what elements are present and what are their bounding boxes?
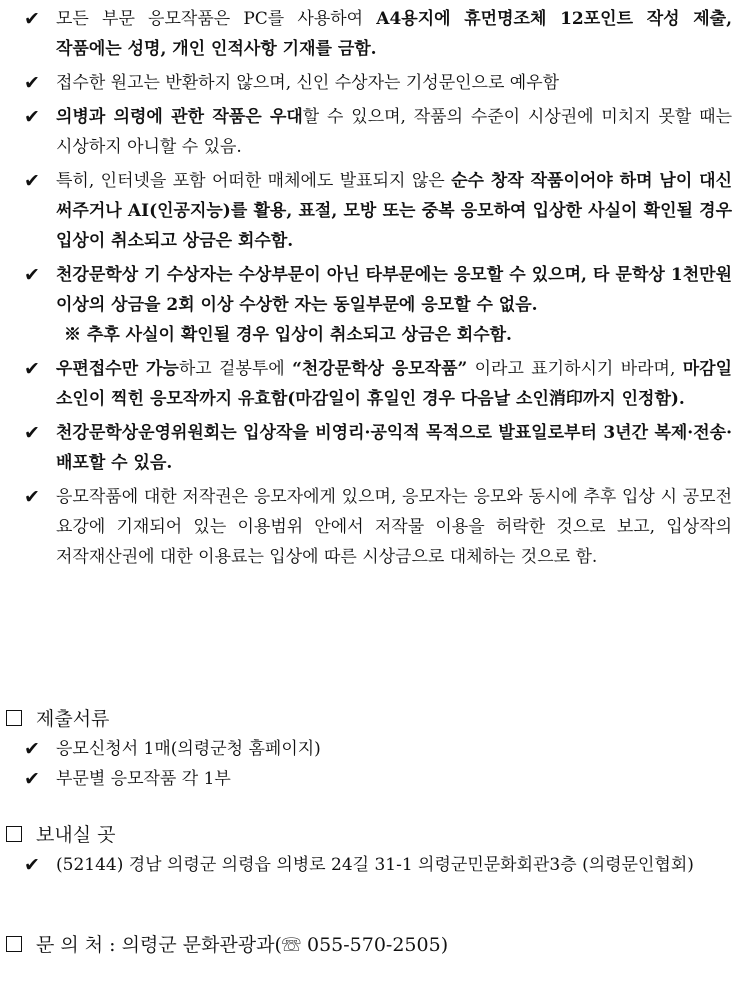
check-icon: ✔ [24, 486, 40, 508]
check-icon: ✔ [24, 170, 40, 192]
rule-text: “천강문학상 응모작품” [292, 359, 468, 379]
checkbox-icon [6, 826, 22, 842]
rule-text: 모든 부문 응모작품은 PC를 사용하여 [56, 9, 377, 29]
check-icon: ✔ [24, 768, 40, 790]
section-contact [6, 930, 732, 960]
section-title [6, 820, 732, 850]
list-item [6, 764, 732, 794]
rule-item [18, 354, 732, 414]
check-icon: ✔ [24, 72, 40, 94]
rule-text: 특히, 인터넷을 포함 어떠한 매체에도 발표되지 않은 [56, 171, 452, 191]
rule-text: 할 수 있으며, 작품의 수준이 시상권에 미치지 못할 때는 시상하지 아니할 수 있음. [56, 107, 732, 157]
phone-icon: ☏ [281, 934, 301, 956]
section-title [6, 930, 732, 960]
check-icon: ✔ [24, 358, 40, 380]
checkbox-icon [6, 710, 22, 726]
documents-item-2: 부문별 응모작품 각 1부 [56, 769, 231, 789]
check-icon: ✔ [24, 8, 40, 30]
check-icon: ✔ [24, 106, 40, 128]
rule-text: 순수 창작 작품이어야 하며 남이 대신 써주거나 AI(인공지능)를 활용, 표절, 모방 또는 중복 응모하여 입상한 사실이 확인될 경우 입상이 취소되고 상금은 회수함. [56, 171, 733, 251]
check-icon: ✔ [24, 854, 40, 876]
rule-text: 천강문학상 기 수상자는 수상부문이 아닌 타부문에는 응모할 수 있으며, 타 문학상 1천만원 이상의 상금을 2회 이상 수상한 자는 동일부문에 응모할 수 없음. [56, 265, 732, 315]
rule-text: 의병과 의령에 관한 작품은 우대 [56, 107, 303, 127]
rule-text: 천강문학상운영위원회는 입상작을 비영리·공익적 목적으로 발표일로부터 3년간 복제·전송·배포할 수 있음. [56, 423, 732, 473]
rule-text: 이라고 표기하시기 바라며, [467, 359, 683, 379]
rule-item [18, 4, 732, 64]
check-icon: ✔ [24, 422, 40, 444]
list-item [6, 734, 732, 764]
contact-phone: 055-570-2505) [300, 934, 449, 956]
section-send-to [6, 820, 732, 880]
section-title [6, 704, 732, 734]
check-icon: ✔ [24, 738, 40, 760]
rule-text: 작성 제출, 작품에는 성명, 개인 인적사항 기재를 금함. [56, 9, 733, 59]
section-documents [6, 704, 732, 794]
check-icon: ✔ [24, 264, 40, 286]
rule-text: 하고 겉봉투에 [178, 359, 293, 379]
contact-title: 문 의 처 : 의령군 문화관광과( [36, 934, 282, 956]
send-to-title: 보내실 곳 [36, 824, 116, 846]
rules-list [18, 4, 732, 572]
rule-item [18, 166, 732, 256]
rule-text: 우편접수만 가능 [56, 359, 179, 379]
rule-item [18, 102, 732, 162]
send-to-address: (52144) 경남 의령군 의령읍 의병로 24길 31-1 의령군민문화회관3층 (의령문인협회) [56, 855, 694, 875]
rule-item [18, 482, 732, 572]
documents-title: 제출서류 [36, 708, 110, 730]
list-item [6, 850, 732, 880]
documents-item-1: 응모신청서 1매(의령군청 홈페이지) [56, 739, 321, 759]
rule-text: 접수한 원고는 반환하지 않으며, 신인 수상자는 기성문인으로 예우함 [56, 73, 560, 93]
rule-text: 마감일 소인이 찍힌 응모작까지 유효함(마감일이 휴일인 경우 다음날 소인消印까지 인정함). [56, 359, 732, 409]
rule-item [18, 68, 732, 98]
rule-text: A4용지에 휴먼명조체 12포인트 [376, 9, 633, 29]
rule-item [18, 418, 732, 478]
checkbox-icon [6, 936, 22, 952]
rule-item [18, 260, 732, 350]
rule-note: ※ 추후 사실이 확인될 경우 입상이 취소되고 상금은 회수함. [64, 325, 512, 345]
rule-text: 응모작품에 대한 저작권은 응모자에게 있으며, 응모자는 응모와 동시에 추후 입상 시 공모전 요강에 기재되어 있는 이용범위 안에서 저작물 이용을 허락한 것으로 보고, 입상작의 저작재산권에 대한 이용료는 입상에 따른 시상금으로 대체하는 것으로 함. [56, 487, 732, 567]
